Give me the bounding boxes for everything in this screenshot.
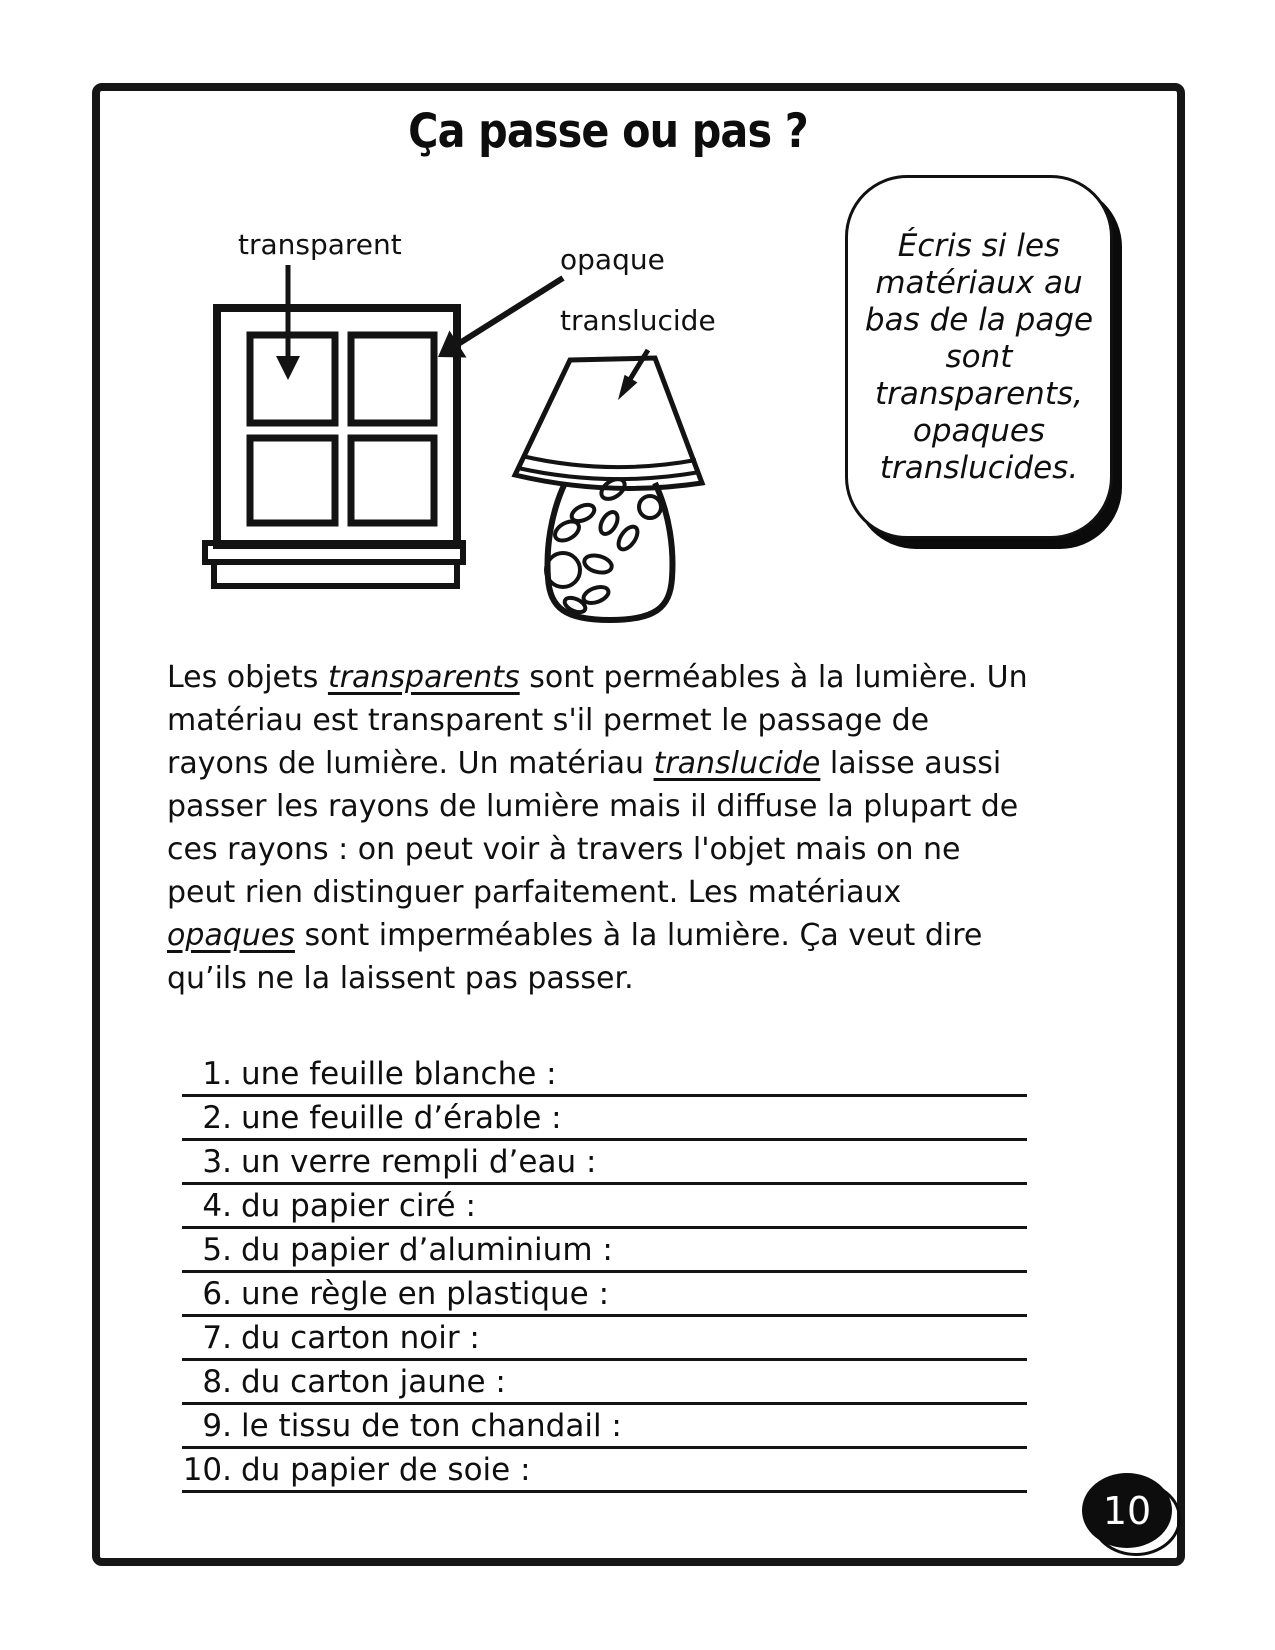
paragraph-segment: Les objets: [167, 660, 328, 695]
answer-blank[interactable]: [557, 1053, 1027, 1094]
item-number: 2.: [202, 1100, 232, 1136]
answer-blank[interactable]: [622, 1405, 1027, 1446]
answer-blank[interactable]: [506, 1361, 1027, 1402]
item-number: 9.: [202, 1408, 232, 1444]
item-number: 8.: [202, 1364, 232, 1400]
label-translucide: translucide: [560, 304, 716, 337]
item-label: du papier de soie :: [241, 1452, 531, 1488]
page-title: Ça passe ou pas ?: [408, 104, 808, 159]
item-label: un verre rempli d’eau :: [241, 1144, 597, 1180]
label-opaque: opaque: [560, 243, 665, 276]
item-number: 1.: [202, 1056, 232, 1092]
term-translucide: translucide: [653, 746, 821, 781]
item-label: une règle en plastique :: [241, 1276, 610, 1312]
answer-blank[interactable]: [480, 1317, 1027, 1358]
item-label: du carton noir :: [241, 1320, 480, 1356]
answer-blank[interactable]: [476, 1185, 1027, 1226]
list-item: [182, 1317, 1027, 1361]
window-illustration: [205, 308, 463, 586]
list-item: [182, 1361, 1027, 1405]
answer-blank[interactable]: [609, 1273, 1027, 1314]
item-label: du papier ciré :: [241, 1188, 476, 1224]
lamp-illustration: [515, 358, 702, 620]
item-label: du carton jaune :: [241, 1364, 506, 1400]
page-number: 10: [1102, 1488, 1152, 1533]
paragraph-segment: laisse aussi passer les rayons de lumière mais il diffuse la plupart de ces rayons : on peut voir à travers l'objet mais on ne peut rien distinguer parfaitement. Les matériaux: [167, 746, 1019, 910]
instruction-text: Écris si les matériaux au bas de la page sont transparents, opaques translucides.: [864, 227, 1094, 486]
paragraph-segment: sont imperméables à la lumière. Ça veut dire qu’ils ne la laissent pas passer.: [167, 918, 983, 996]
page-number-badge: [1082, 1473, 1172, 1548]
lamp-decorations: [546, 475, 661, 615]
item-label: du papier d’aluminium :: [241, 1232, 613, 1268]
answer-blank[interactable]: [613, 1229, 1027, 1270]
item-number: 7.: [202, 1320, 232, 1356]
materials-illustration: [150, 200, 760, 630]
paragraph-segment: sont perméables à la lumière. Un matériau est transparent s'il permet le passage de rayons de lumière. Un matériau: [167, 660, 1028, 781]
label-transparent: transparent: [238, 228, 402, 261]
list-item: [182, 1273, 1027, 1317]
list-item: [182, 1141, 1027, 1185]
term-opaques: opaques: [167, 918, 295, 953]
list-item: [182, 1185, 1027, 1229]
item-number: 6.: [202, 1276, 232, 1312]
answer-blank[interactable]: [596, 1141, 1027, 1182]
list-item: [182, 1229, 1027, 1273]
item-label: une feuille blanche :: [241, 1056, 557, 1092]
instruction-bubble: [845, 175, 1113, 539]
list-item: [182, 1405, 1027, 1449]
list-item: [182, 1449, 1027, 1493]
list-item: [182, 1053, 1027, 1097]
answer-blank[interactable]: [562, 1097, 1027, 1138]
term-transparents: transparents: [327, 660, 520, 695]
item-label: le tissu de ton chandail :: [241, 1408, 622, 1444]
answer-blank[interactable]: [531, 1449, 1027, 1490]
item-number: 5.: [202, 1232, 232, 1268]
item-number: 3.: [202, 1144, 232, 1180]
item-number: 10.: [182, 1452, 232, 1488]
intro-paragraph: [167, 656, 1035, 1000]
item-number: 4.: [202, 1188, 232, 1224]
materials-list: [182, 1053, 1027, 1493]
transparent-arrow: [276, 265, 300, 380]
list-item: [182, 1097, 1027, 1141]
item-label: une feuille d’érable :: [241, 1100, 562, 1136]
